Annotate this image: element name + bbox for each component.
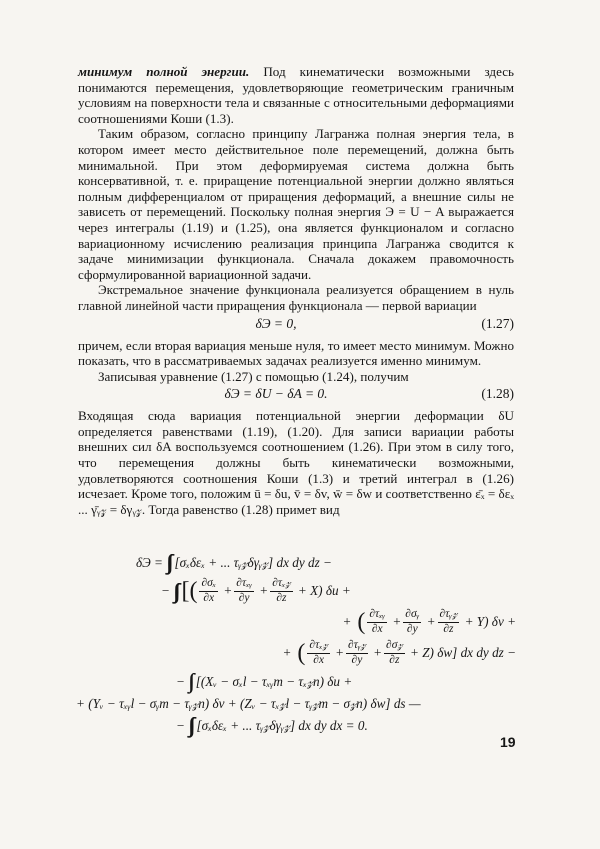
fraction: $\frac{\text{∂σ𝓏}}{\partial z}$ xyxy=(386,639,403,666)
formula-line-4-tail: + Z) δw] dx dy dz − xyxy=(410,645,516,661)
equation-1-28 xyxy=(78,386,514,406)
equation-1-27 xyxy=(78,316,514,336)
formula-line-7-body: [σₓδεₓ + ... τᵧ𝓏δγᵧ𝓏] dx dy dx = 0. xyxy=(196,718,368,734)
formula-line-6 xyxy=(76,697,516,710)
triple-integral-sign: ∫∫∫ xyxy=(166,550,169,574)
double-integral-sign: ∫∫ xyxy=(188,669,190,693)
paragraph-3: Экстремальное значение функционала реализуется обращением в нуль главной линейной части приращения функционала — первой вариации xyxy=(78,282,514,313)
formula-line-5: − ∫∫ [(Xᵥ − σₓl − τₓᵧm − τₓ𝓏n) δu + xyxy=(176,669,353,693)
fraction: $\frac{\text{∂σₓ}}{\partial x}$ xyxy=(201,577,217,604)
formula-line-3: + ( $\frac{\text{∂τₓᵧ}}{\partial x}$ + $\frac{\text{∂σᵧ}}{\partial y}$ + $\frac{\text{∂τᵧ𝓏}}{\partial z}$ + Y) δv + xyxy=(342,608,516,635)
paragraph-6: Входящая сюда вариация потенциальной энергии деформации δU определяется равенствами (1.19), (1.20). Для записи вариации работы внешних сил δA воспользуемся соотношением (1.26). При этом в силу того, что перемещения должны быть кинематически возможными, удовлетворяются соотношения Коши (1.3) и третий интеграл в (1.26) исчезает. Кроме того, положим ū = δu, v̄ = δv, w̄ = δw и соответственно ε̄ₓ = δεₓ ... γ̄ᵧ𝓏 = δγᵧ𝓏. Тогда равенство (1.28) примет вид xyxy=(78,408,514,517)
triple-integral-sign: ∫∫∫ xyxy=(173,578,176,603)
fraction: $\frac{\text{∂τᵧ𝓏}}{\partial y}$ xyxy=(348,639,366,666)
paragraph-4: причем, если вторая вариация меньше нуля, то имеет место минимум. Можно показать, что в рассматриваемых задачах реализуется именно минимум. xyxy=(78,337,514,369)
body-text-top xyxy=(78,64,514,517)
fraction: $\frac{\text{∂τₓ𝓏}}{\partial x}$ xyxy=(309,639,328,666)
fraction: $\frac{\text{∂τᵧ𝓏}}{\partial z}$ xyxy=(439,608,458,635)
equation-1-28-number: (1.28) xyxy=(481,386,514,402)
formula-line-1-body: [σₓδεₓ + ... τᵧ𝓏δγᵧ𝓏] dx dy dz − xyxy=(174,554,332,570)
paragraph-1-text: Под кинематически возможными здесь понимаются перемещения, удовлетворяющие геометрическим граничным условиям на поверхности тела и связанные с относительными деформациями соотношениями Коши (1.3). xyxy=(78,64,514,126)
paragraph-5: Записывая уравнение (1.27) с помощью (1.24), получим xyxy=(98,368,409,384)
variation-formula xyxy=(76,552,516,741)
equation-1-27-body: δЭ = 0, xyxy=(255,315,297,331)
fraction: $\frac{\text{∂τₓᵧ}}{\partial y}$ xyxy=(236,577,252,604)
formula-line-3-tail: + Y) δv + xyxy=(464,614,516,630)
page-number: 19 xyxy=(500,734,516,750)
paragraph-1 xyxy=(78,64,514,126)
triple-integral-sign: ∫∫∫ xyxy=(188,713,191,738)
fraction: $\frac{\text{∂τₓᵧ}}{\partial x}$ xyxy=(369,608,386,635)
formula-lhs: δЭ = xyxy=(136,554,163,570)
formula-line-4: + ( $\frac{\text{∂τₓ𝓏}}{\partial x}$ + $\frac{\text{∂τᵧ𝓏}}{\partial y}$ + $\frac{\text{∂σ𝓏}}{\partial z}$ + Z) δw] dx dy dz − xyxy=(282,639,516,666)
emphasis-min-energy: минимум полной энергии. xyxy=(78,64,250,79)
formula-line-1 xyxy=(76,552,516,573)
formula-line-2-tail: + X) δu + xyxy=(297,583,351,599)
equation-1-27-number: (1.27) xyxy=(481,315,514,331)
formula-line-7: − ∫∫∫ [σₓδεₓ + ... τᵧ𝓏δγᵧ𝓏] dx dy dx = 0. xyxy=(176,713,368,738)
formula-line-2: − ∫∫∫ [( $\frac{\text{∂σₓ}}{\partial x}$ + $\frac{\text{∂τₓᵧ}}{\partial y}$ + $\frac{\text{∂τₓ𝓏}}{\partial z}$ + X) δu + xyxy=(161,577,351,604)
equation-1-28-body: δЭ = δU − δA = 0. xyxy=(224,386,328,402)
formula-line-6-body: + (Yᵥ − τₓᵧl − σᵧm − τᵧ𝓏n) δv + (Zᵥ − τₓ𝓏l − τᵧ𝓏m − σ𝓏n) δw] ds — xyxy=(76,696,421,711)
fraction: $\frac{\text{∂σᵧ}}{\partial y}$ xyxy=(405,608,420,635)
formula-line-5-body: [(Xᵥ − σₓl − τₓᵧm − τₓ𝓏n) δu + xyxy=(195,673,353,689)
fraction: $\frac{\text{∂τₓ𝓏}}{\partial z}$ xyxy=(272,577,291,604)
formula-line-2-minus: − xyxy=(161,583,170,599)
paragraph-2: Таким образом, согласно принципу Лагранжа полная энергия тела, в котором имеет место действительное поле перемещений, должна быть минимальной. При этом деформируемая система должна быть консервативной, т. е. приращение потенциальной энергии должно являться полным дифференциалом от приращения деформаций, а внешние силы не зависеть от перемещений. Поскольку полная энергия Э = U − A выражается через интегралы (1.19) и (1.25), она является функционалом и согласно вариационному исчислению реализация принципа Лагранжа сводится к задаче минимизации функционала. Сначала докажем правомочность сформулированной вариационной задачи. xyxy=(78,126,514,282)
